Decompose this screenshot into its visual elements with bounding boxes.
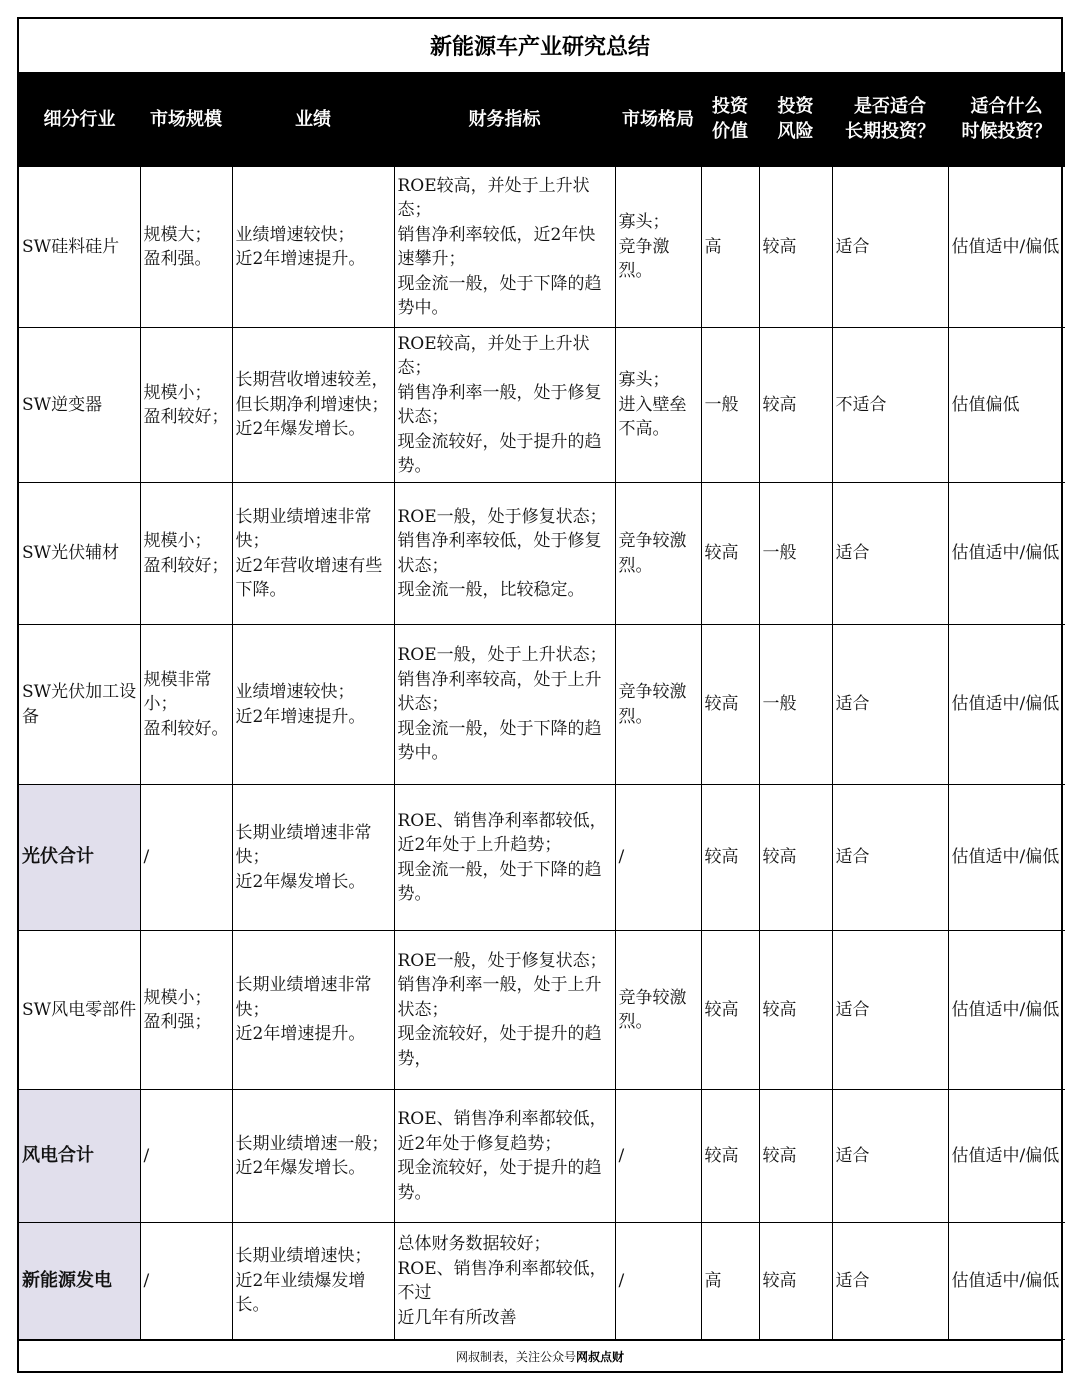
cell-value: 较高 [701,931,759,1090]
cell-structure: / [615,785,701,931]
cell-timing: 估值适中/偏低 [948,785,1065,931]
cell-performance: 业绩增速较快； 近2年增速提升。 [232,167,394,328]
cell-timing: 估值适中/偏低 [948,1090,1065,1223]
cell-industry: SW光伏加工设备 [19,625,140,785]
cell-structure: / [615,1223,701,1340]
cell-scale: 规模小； 盈利较好； [140,483,232,625]
cell-long-term: 适合 [832,167,948,328]
cell-risk: 较高 [759,785,832,931]
summary-table-frame [17,17,1063,1373]
cell-scale: 规模小； 盈利较好； [140,328,232,483]
cell-value: 较高 [701,785,759,931]
cell-industry: 光伏合计 [19,785,140,931]
page-title: 新能源车产业研究总结 [429,35,650,60]
cell-industry: SW逆变器 [19,328,140,483]
cell-timing: 估值适中/偏低 [948,1223,1065,1340]
cell-scale: 规模大； 盈利强。 [140,167,232,328]
cell-scale: / [140,1223,232,1340]
cell-timing: 估值偏低 [948,328,1065,483]
cell-structure: 寡头； 进入壁垒不高。 [615,328,701,483]
cell-risk: 较高 [759,931,832,1090]
cell-scale: / [140,785,232,931]
cell-structure: 竞争较激烈。 [615,931,701,1090]
cell-value: 高 [701,1223,759,1340]
summary-table [19,72,1065,1340]
cell-timing: 估值适中/偏低 [948,483,1065,625]
table-row [19,625,1065,785]
cell-industry: 新能源发电 [19,1223,140,1340]
column-header: 适合什么 时候投资？ [948,72,1065,167]
cell-performance: 长期业绩增速非常快； 近2年增速提升。 [232,931,394,1090]
cell-structure: 竞争较激烈。 [615,483,701,625]
cell-risk: 一般 [759,625,832,785]
cell-long-term: 适合 [832,1223,948,1340]
cell-performance: 长期业绩增速快； 近2年业绩爆发增长。 [232,1223,394,1340]
cell-value: 较高 [701,483,759,625]
cell-industry: SW光伏辅材 [19,483,140,625]
table-row [19,785,1065,931]
header-row [19,72,1065,167]
cell-long-term: 适合 [832,483,948,625]
table-row [19,1090,1065,1223]
cell-finance: ROE一般，处于修复状态； 销售净利率较低，处于修复状态； 现金流一般，比较稳定。 [394,483,615,625]
cell-performance: 长期业绩增速非常快； 近2年营收增速有些下降。 [232,483,394,625]
cell-industry: 风电合计 [19,1090,140,1223]
cell-value: 较高 [701,625,759,785]
cell-long-term: 不适合 [832,328,948,483]
footer-brand: 网叔点财 [576,1349,625,1364]
cell-structure: / [615,1090,701,1223]
cell-finance: ROE一般，处于上升状态； 销售净利率较高，处于上升状态； 现金流一般，处于下降的趋势中。 [394,625,615,785]
table-row [19,328,1065,483]
cell-scale: 规模小； 盈利强； [140,931,232,1090]
cell-long-term: 适合 [832,1090,948,1223]
cell-risk: 一般 [759,483,832,625]
column-header: 是否适合 长期投资？ [832,72,948,167]
cell-industry: SW风电零部件 [19,931,140,1090]
cell-risk: 较高 [759,328,832,483]
cell-scale: 规模非常小； 盈利较好。 [140,625,232,785]
cell-risk: 较高 [759,167,832,328]
cell-value: 一般 [701,328,759,483]
cell-finance: 总体财务数据较好； ROE、销售净利率都较低，不过 近几年有所改善 [394,1223,615,1340]
cell-structure: 寡头； 竞争激烈。 [615,167,701,328]
cell-risk: 较高 [759,1223,832,1340]
cell-performance: 业绩增速较快； 近2年增速提升。 [232,625,394,785]
cell-performance: 长期业绩增速一般； 近2年爆发增长。 [232,1090,394,1223]
cell-long-term: 适合 [832,931,948,1090]
cell-finance: ROE、销售净利率都较低， 近2年处于修复趋势； 现金流较好，处于提升的趋势。 [394,1090,615,1223]
table-row [19,1223,1065,1340]
cell-timing: 估值适中/偏低 [948,625,1065,785]
column-header: 财务指标 [394,72,615,167]
cell-performance: 长期营收增速较差， 但长期净利增速快； 近2年爆发增长。 [232,328,394,483]
cell-timing: 估值适中/偏低 [948,931,1065,1090]
column-header: 业绩 [232,72,394,167]
column-header: 细分行业 [19,72,140,167]
cell-timing: 估值适中/偏低 [948,167,1065,328]
cell-finance: ROE较高，并处于上升状态； 销售净利率一般，处于修复状态； 现金流较好，处于提升的趋势。 [394,328,615,483]
footer-text: 网叔制表，关注公众号 [455,1349,576,1364]
footer [19,1340,1061,1371]
cell-long-term: 适合 [832,625,948,785]
column-header: 投资 价值 [701,72,759,167]
column-header: 市场规模 [140,72,232,167]
cell-scale: / [140,1090,232,1223]
cell-performance: 长期业绩增速非常快； 近2年爆发增长。 [232,785,394,931]
cell-value: 较高 [701,1090,759,1223]
cell-finance: ROE、销售净利率都较低， 近2年处于上升趋势； 现金流一般，处于下降的趋势。 [394,785,615,931]
table-row [19,931,1065,1090]
cell-finance: ROE一般，处于修复状态； 销售净利率一般，处于上升状态； 现金流较好，处于提升的趋势， [394,931,615,1090]
cell-value: 高 [701,167,759,328]
cell-industry: SW硅料硅片 [19,167,140,328]
cell-finance: ROE较高，并处于上升状态； 销售净利率较低，近2年快速攀升； 现金流一般，处于下降的趋势中。 [394,167,615,328]
table-row [19,483,1065,625]
cell-structure: 竞争较激烈。 [615,625,701,785]
column-header: 市场格局 [615,72,701,167]
cell-risk: 较高 [759,1090,832,1223]
table-row [19,167,1065,328]
column-header: 投资 风险 [759,72,832,167]
cell-long-term: 适合 [832,785,948,931]
